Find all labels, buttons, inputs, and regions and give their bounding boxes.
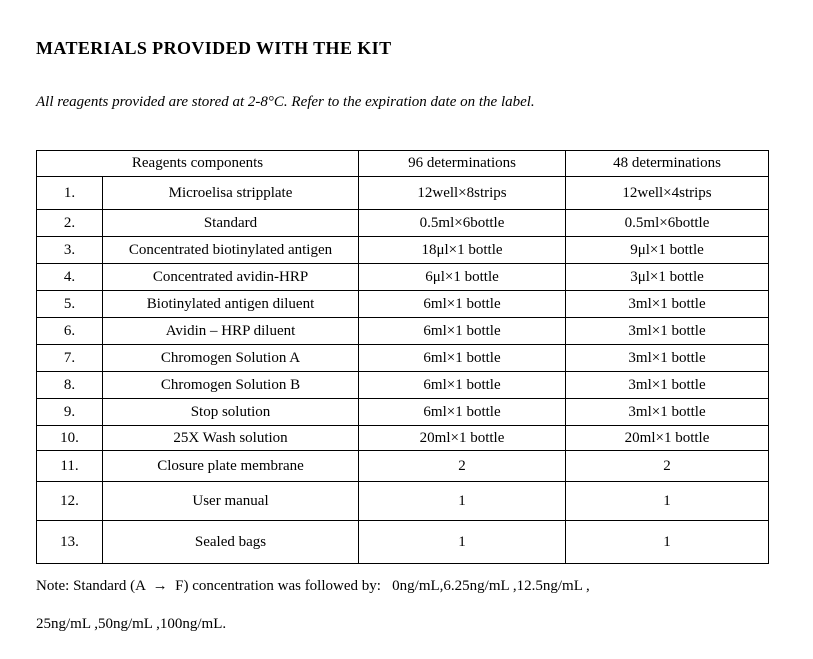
table-row — [37, 482, 769, 521]
row-number: 13. — [37, 521, 103, 564]
row-number: 9. — [37, 399, 103, 426]
qty-96: 6μl×1 bottle — [359, 264, 566, 291]
table-row — [37, 372, 769, 399]
qty-96: 1 — [359, 521, 566, 564]
table-row — [37, 426, 769, 451]
component-name: Closure plate membrane — [103, 451, 359, 482]
component-name: Standard — [103, 210, 359, 237]
component-name: Chromogen Solution A — [103, 345, 359, 372]
table-row — [37, 210, 769, 237]
qty-96: 6ml×1 bottle — [359, 372, 566, 399]
table-row — [37, 399, 769, 426]
table-row — [37, 264, 769, 291]
component-name: Stop solution — [103, 399, 359, 426]
table-row — [37, 345, 769, 372]
table-row — [37, 177, 769, 210]
component-name: Sealed bags — [103, 521, 359, 564]
qty-48: 2 — [566, 451, 769, 482]
row-number: 5. — [37, 291, 103, 318]
qty-96: 1 — [359, 482, 566, 521]
component-name: Concentrated biotinylated antigen — [103, 237, 359, 264]
page-title: MATERIALS PROVIDED WITH THE KIT — [36, 38, 392, 58]
table-row — [37, 318, 769, 345]
header-reagents-components: Reagents components — [37, 151, 359, 177]
qty-48: 1 — [566, 482, 769, 521]
row-number: 12. — [37, 482, 103, 521]
qty-48: 20ml×1 bottle — [566, 426, 769, 451]
table-row — [37, 291, 769, 318]
qty-96: 6ml×1 bottle — [359, 318, 566, 345]
component-name: User manual — [103, 482, 359, 521]
component-name: Chromogen Solution B — [103, 372, 359, 399]
row-number: 6. — [37, 318, 103, 345]
row-number: 2. — [37, 210, 103, 237]
reagents-table — [36, 150, 769, 564]
qty-96: 0.5ml×6bottle — [359, 210, 566, 237]
row-number: 3. — [37, 237, 103, 264]
note-line-2: 25ng/mL ,50ng/mL ,100ng/mL. — [36, 616, 227, 632]
component-name: Concentrated avidin-HRP — [103, 264, 359, 291]
table-row — [37, 237, 769, 264]
component-name: Microelisa stripplate — [103, 177, 359, 210]
header-96-determinations: 96 determinations — [359, 151, 566, 177]
row-number: 1. — [37, 177, 103, 210]
qty-96: 6ml×1 bottle — [359, 291, 566, 318]
row-number: 11. — [37, 451, 103, 482]
row-number: 4. — [37, 264, 103, 291]
row-number: 8. — [37, 372, 103, 399]
qty-96: 2 — [359, 451, 566, 482]
table-row — [37, 521, 769, 564]
qty-48: 3ml×1 bottle — [566, 399, 769, 426]
note-line-1: Note: Standard (A → F) concentration was followed by: 0ng/mL,6.25ng/mL ,12.5ng/mL , — [36, 578, 590, 594]
row-number: 7. — [37, 345, 103, 372]
qty-96: 20ml×1 bottle — [359, 426, 566, 451]
qty-96: 6ml×1 bottle — [359, 345, 566, 372]
component-name: 25X Wash solution — [103, 426, 359, 451]
qty-48: 3ml×1 bottle — [566, 345, 769, 372]
qty-96: 12well×8strips — [359, 177, 566, 210]
row-number: 10. — [37, 426, 103, 451]
storage-note: All reagents provided are stored at 2-8°C. Refer to the expiration date on the label. — [36, 94, 535, 110]
table-header-row — [37, 151, 769, 177]
header-48-determinations: 48 determinations — [566, 151, 769, 177]
qty-48: 0.5ml×6bottle — [566, 210, 769, 237]
qty-48: 3μl×1 bottle — [566, 264, 769, 291]
qty-48: 3ml×1 bottle — [566, 372, 769, 399]
qty-48: 1 — [566, 521, 769, 564]
qty-48: 3ml×1 bottle — [566, 318, 769, 345]
qty-96: 6ml×1 bottle — [359, 399, 566, 426]
qty-48: 9μl×1 bottle — [566, 237, 769, 264]
qty-48: 3ml×1 bottle — [566, 291, 769, 318]
qty-48: 12well×4strips — [566, 177, 769, 210]
component-name: Biotinylated antigen diluent — [103, 291, 359, 318]
qty-96: 18μl×1 bottle — [359, 237, 566, 264]
table-row — [37, 451, 769, 482]
component-name: Avidin – HRP diluent — [103, 318, 359, 345]
